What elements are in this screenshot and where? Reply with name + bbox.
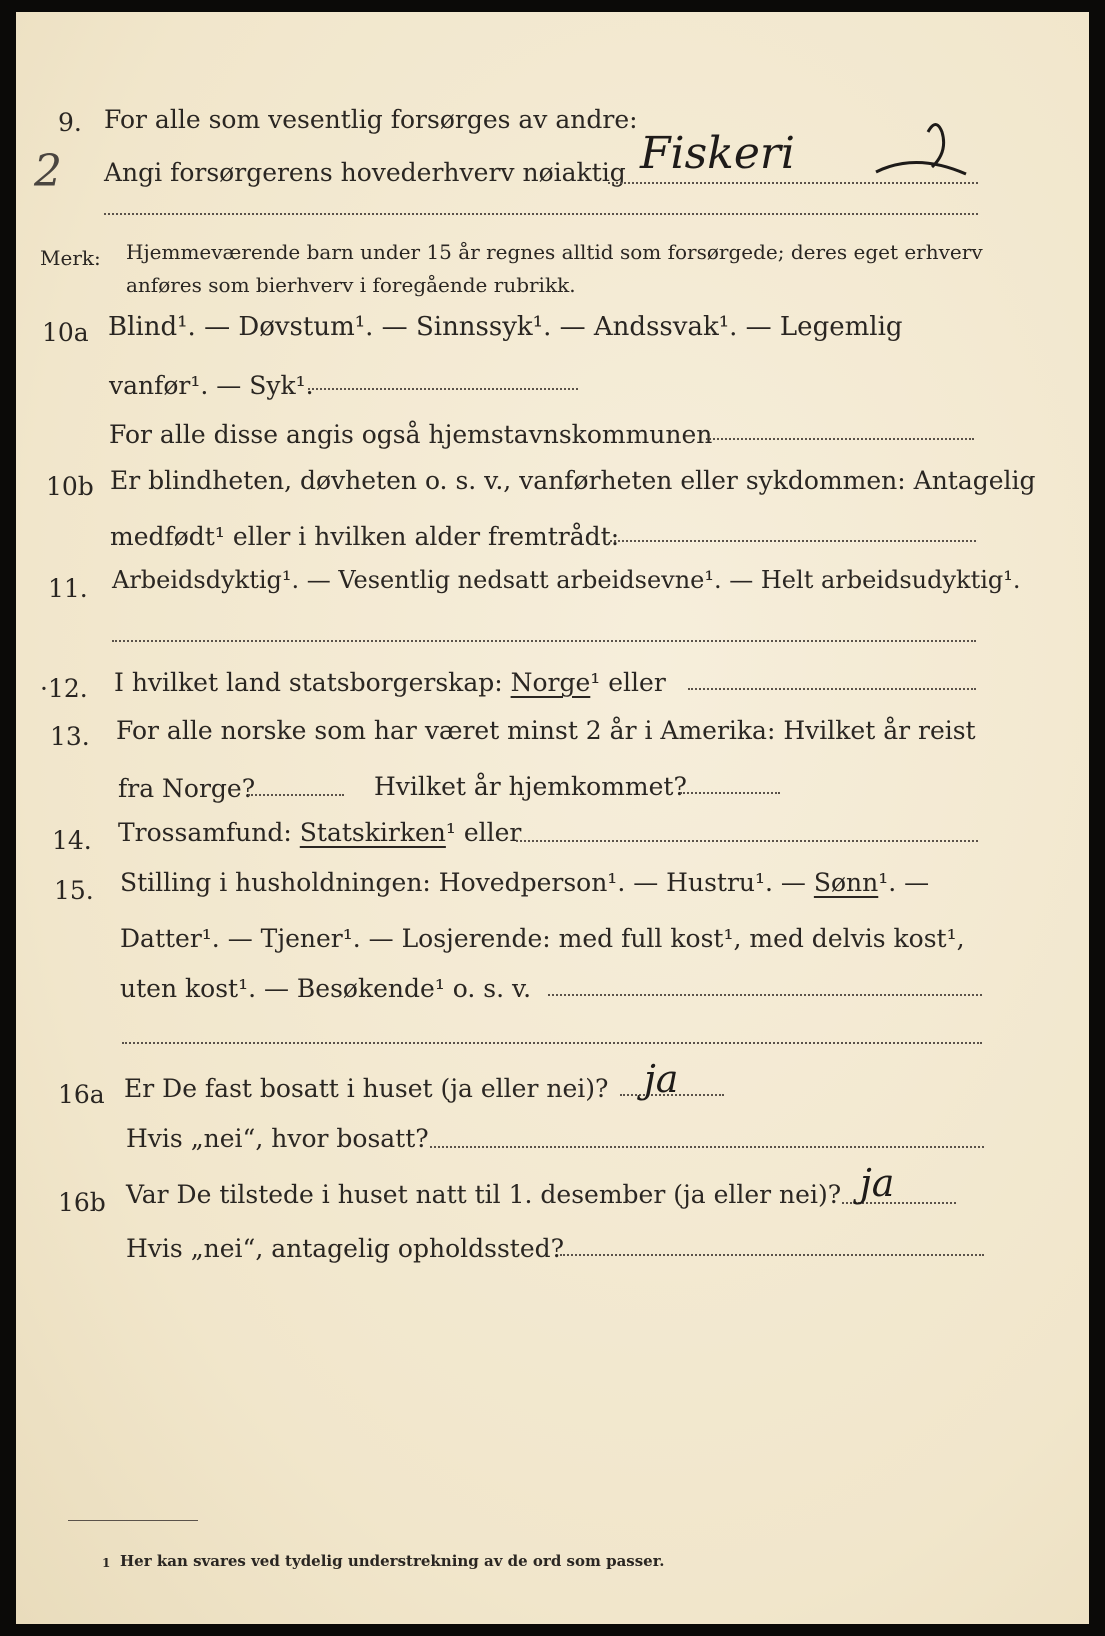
- question-9-number: 9.: [58, 108, 82, 137]
- note-line-2: anføres som bierhverv i foregående rubrikk.: [126, 273, 576, 297]
- margin-mark: 2: [34, 146, 62, 197]
- question-14-suffix: ¹ eller: [445, 818, 522, 847]
- question-12-number: ·12.: [40, 674, 88, 703]
- answer-underlined-statskirken: Statskirken: [299, 818, 446, 847]
- answer-line: [516, 840, 978, 842]
- handwritten-answer-occupation: Fiskeri: [640, 128, 795, 179]
- handwritten-answer-16b: ja: [860, 1161, 895, 1205]
- question-12-suffix: ¹ eller: [590, 668, 666, 697]
- question-16a-number: 16a: [58, 1080, 105, 1109]
- question-10b-number: 10b: [46, 472, 94, 501]
- question-15-line-3: uten kost¹. — Besøkende¹ o. s. v.: [120, 974, 532, 1003]
- question-11-line-1: Arbeidsdyktig¹. — Vesentlig nedsatt arbeidsevne¹. — Helt arbeidsudyktig¹.: [112, 566, 1021, 594]
- answer-line: [680, 792, 780, 794]
- handwritten-flourish: [856, 112, 986, 182]
- question-11-number: 11.: [48, 574, 88, 603]
- handwritten-answer-16a: ja: [644, 1057, 679, 1101]
- question-15-line-2: Datter¹. — Tjener¹. — Losjerende: med full kost¹, med delvis kost¹,: [120, 924, 965, 953]
- answer-line: [248, 794, 344, 796]
- question-13-line-2a: fra Norge?: [118, 774, 256, 803]
- question-13-line-2b: Hvilket år hjemkommet?: [374, 772, 687, 801]
- question-12-label: I hvilket land statsborgerskap:: [114, 668, 503, 697]
- answer-line: [610, 540, 976, 542]
- question-16b-line-1: Var De tilstede i huset natt til 1. desember (ja eller nei)?: [126, 1180, 842, 1209]
- question-15-line-1: [120, 870, 929, 895]
- question-10a-number: 10a: [42, 318, 89, 347]
- question-14-line: [118, 820, 521, 845]
- note-label: Merk:: [40, 246, 101, 270]
- question-14-label: Trossamfund:: [118, 818, 292, 847]
- answer-line: [548, 994, 982, 996]
- footnote-rule: [68, 1520, 198, 1521]
- question-10b-line-2: medfødt¹ eller i hvilken alder fremtrådt:: [110, 522, 620, 551]
- footnote-text: Her kan svares ved tydelig understrekning av de ord som passer.: [120, 1552, 665, 1570]
- answer-line: [608, 182, 978, 184]
- census-form-page: [16, 12, 1089, 1624]
- answer-line: [104, 213, 978, 215]
- answer-line: [706, 438, 974, 440]
- question-9-line-1: For alle som vesentlig forsørges av andre:: [104, 105, 638, 134]
- question-10b-line-1: Er blindheten, døvheten o. s. v., vanførheten eller sykdommen: Antagelig: [110, 466, 1036, 495]
- question-15-line-1b: ¹. —: [878, 868, 930, 897]
- answer-line: [112, 640, 976, 642]
- question-15-line-1a: Stilling i husholdningen: Hovedperson¹. — Hustru¹. —: [120, 868, 806, 897]
- question-10a-line-2: vanfør¹. — Syk¹.: [109, 371, 314, 400]
- answer-line: [122, 1042, 982, 1044]
- question-9-line-2: Angi forsørgerens hovederhverv nøiaktig: [104, 158, 626, 187]
- answer-line: [560, 1254, 984, 1256]
- footnote-mark: 1: [102, 1556, 111, 1570]
- question-16b-line-2: Hvis „nei“, antagelig opholdssted?: [126, 1234, 565, 1263]
- answer-underlined-sonn: Sønn: [813, 868, 879, 897]
- question-15-number: 15.: [54, 876, 94, 905]
- question-12-line: [114, 670, 666, 695]
- answer-underlined-norge: Norge: [510, 668, 591, 697]
- question-13-line-1: For alle norske som har været minst 2 år i Amerika: Hvilket år reist: [116, 716, 976, 745]
- question-13-number: 13.: [50, 722, 90, 751]
- answer-line: [688, 688, 976, 690]
- answer-line: [308, 388, 578, 390]
- question-16a-line-2: Hvis „nei“, hvor bosatt?: [126, 1124, 429, 1153]
- question-10a-line-1: Blind¹. — Døvstum¹. — Sinnssyk¹. — Andssvak¹. — Legemlig: [108, 312, 903, 342]
- question-10a-line-3: For alle disse angis også hjemstavnskommunen: [109, 420, 713, 449]
- answer-line: [430, 1146, 984, 1148]
- question-16a-line-1: Er De fast bosatt i huset (ja eller nei)?: [124, 1074, 609, 1103]
- question-14-number: 14.: [52, 826, 92, 855]
- note-line-1: Hjemmeværende barn under 15 år regnes alltid som forsørgede; deres eget erhverv: [126, 240, 983, 264]
- question-16b-number: 16b: [58, 1188, 106, 1217]
